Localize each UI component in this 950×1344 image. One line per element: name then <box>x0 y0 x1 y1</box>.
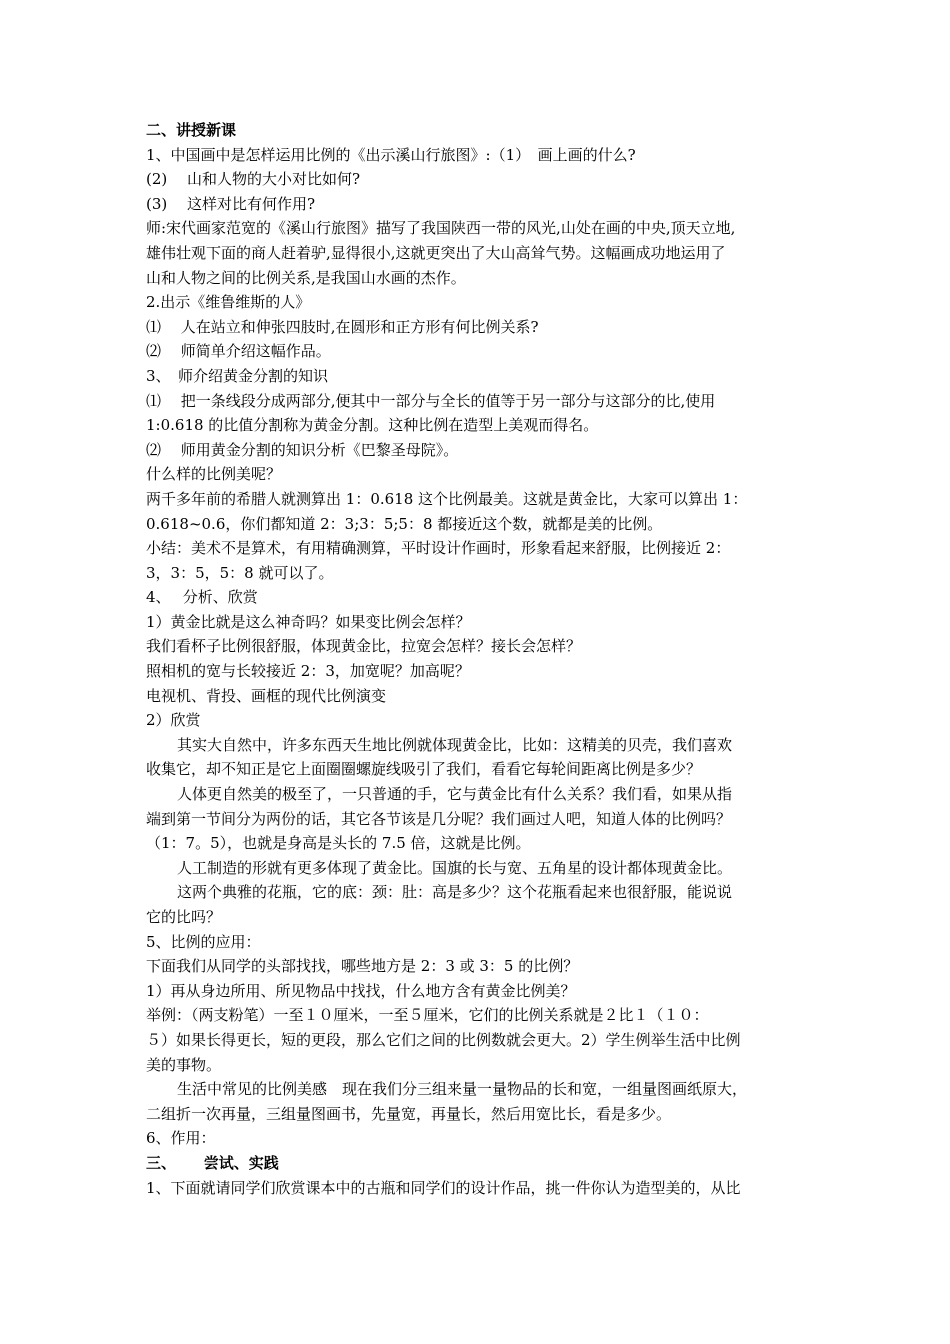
text-line: 5、比例的应用： <box>146 932 261 951</box>
text-line: 小结：美术不是算术，有用精确测算，平时设计作画时，形象看起来舒服，比例接近 2： <box>146 539 731 558</box>
text-line: 下面我们从同学的头部找找，哪些地方是 2：3 或 3：5 的比例？ <box>146 957 579 976</box>
text-line: 4、 分析、欣赏 <box>146 588 258 607</box>
document-body <box>146 118 822 1200</box>
text-line: 0.618~0.6，你们都知道 2：3;3：5;5：8 都接近这个数，就都是美的比例。 <box>146 514 663 533</box>
text-line: （1：7。5），也就是身高是头长的 7.5 倍，这就是比例。 <box>146 834 531 853</box>
text-line: 什么样的比例美呢？ <box>146 465 282 484</box>
text-line: 3、 师介绍黄金分割的知识 <box>146 366 329 385</box>
text-line: ５）如果长得更长，短的更段，那么它们之间的比例数就会更大。2）学生例举生活中比例 <box>146 1030 741 1049</box>
text-line: ⑵ 师简单介绍这幅作品。 <box>146 342 331 361</box>
text-line: 2）欣赏 <box>146 711 201 730</box>
text-line: 1:0.618 的比值分割称为黄金分割。这种比例在造型上美观而得名。 <box>146 416 599 435</box>
text-line: ⑴ 把一条线段分成两部分,便其中一部分与全长的值等于另一部分与这部分的比,使用 <box>146 391 716 410</box>
text-line: 3，3：5，5：8 就可以了。 <box>146 563 334 582</box>
text-line: 雄伟壮观下面的商人赶着驴,显得很小,这就更突出了大山高耸气势。这幅画成功地运用了 <box>146 243 726 262</box>
text-line: 两千多年前的希腊人就测算出 1：0.618 这个比例最美。这就是黄金比，大家可以算出 1： <box>146 489 748 508</box>
text-line: 人工制造的形就有更多体现了黄金比。国旗的长与宽、五角星的设计都体现黄金比。 <box>177 858 733 877</box>
section-heading: 三、 尝试、实践 <box>146 1153 279 1172</box>
text-line: 我们看杯子比例很舒服，体现黄金比，拉宽会怎样？接长会怎样？ <box>146 637 582 656</box>
text-line: 其实大自然中，许多东西天生地比例就体现黄金比，比如：这精美的贝壳，我们喜欢 <box>177 735 733 754</box>
text-line: 2.出示《维鲁维斯的人》 <box>146 293 311 312</box>
text-line: 美的事物。 <box>146 1055 222 1074</box>
text-line: 二组折一次再量，三组量图画书，先量宽，再量长，然后用宽比长，看是多少。 <box>146 1104 672 1123</box>
text-line: 1）黄金比就是这么神奇吗？如果变比例会怎样？ <box>146 612 471 631</box>
text-line: 6、作用： <box>146 1129 216 1148</box>
text-line: 1、中国画中是怎样运用比例的《出示溪山行旅图》:（1） 画上画的什么? <box>146 145 636 164</box>
text-line: 照相机的宽与长较接近 2：3，加宽呢？加高呢？ <box>146 662 470 681</box>
text-line: 端到第一节间分为两份的话，其它各节该是几分呢？我们画过人吧，知道人体的比例吗？ <box>146 809 732 828</box>
text-line: 收集它，却不知正是它上面圈圈螺旋线吸引了我们，看看它每轮间距离比例是多少？ <box>146 760 702 779</box>
text-line: (3) 这样对比有何作用? <box>146 194 316 213</box>
text-line: 师:宋代画家范宽的《溪山行旅图》描写了我国陕西一带的风光,山处在画的中央,顶天立地, <box>146 219 736 238</box>
text-line: ⑴ 人在站立和伸张四肢时,在圆形和正方形有何比例关系? <box>146 317 539 336</box>
text-line: 1）再从身边所用、所见物品中找找，什么地方含有黄金比例美？ <box>146 981 576 1000</box>
text-line: 电视机、背投、画框的现代比例演变 <box>146 686 387 705</box>
text-line: 这两个典雅的花瓶，它的底：颈：肚：高是多少？这个花瓶看起来也很舒服，能说说 <box>177 883 733 902</box>
section-heading: 二、讲授新课 <box>146 121 237 139</box>
text-line: 它的比吗？ <box>146 908 222 926</box>
text-line: 生活中常见的比例美感 现在我们分三组来量一量物品的长和宽，一组量图画纸原大， <box>177 1080 748 1099</box>
text-line: 举例：（两支粉笔）一至１０厘米，一至５厘米，它们的比例关系就是２比１（１０： <box>146 1006 709 1025</box>
text-line: 山和人物之间的比例关系,是我国山水画的杰作。 <box>146 268 466 287</box>
text-line: 1、下面就请同学们欣赏课本中的古瓶和同学们的设计作品，挑一件你认为造型美的，从比 <box>146 1178 741 1197</box>
text-line: ⑵ 师用黄金分割的知识分析《巴黎圣母院》。 <box>146 440 459 459</box>
text-line: 人体更自然美的极至了，一只普通的手，它与黄金比有什么关系？我们看，如果从指 <box>177 785 733 804</box>
text-line: (2) 山和人物的大小对比如何? <box>146 170 361 189</box>
